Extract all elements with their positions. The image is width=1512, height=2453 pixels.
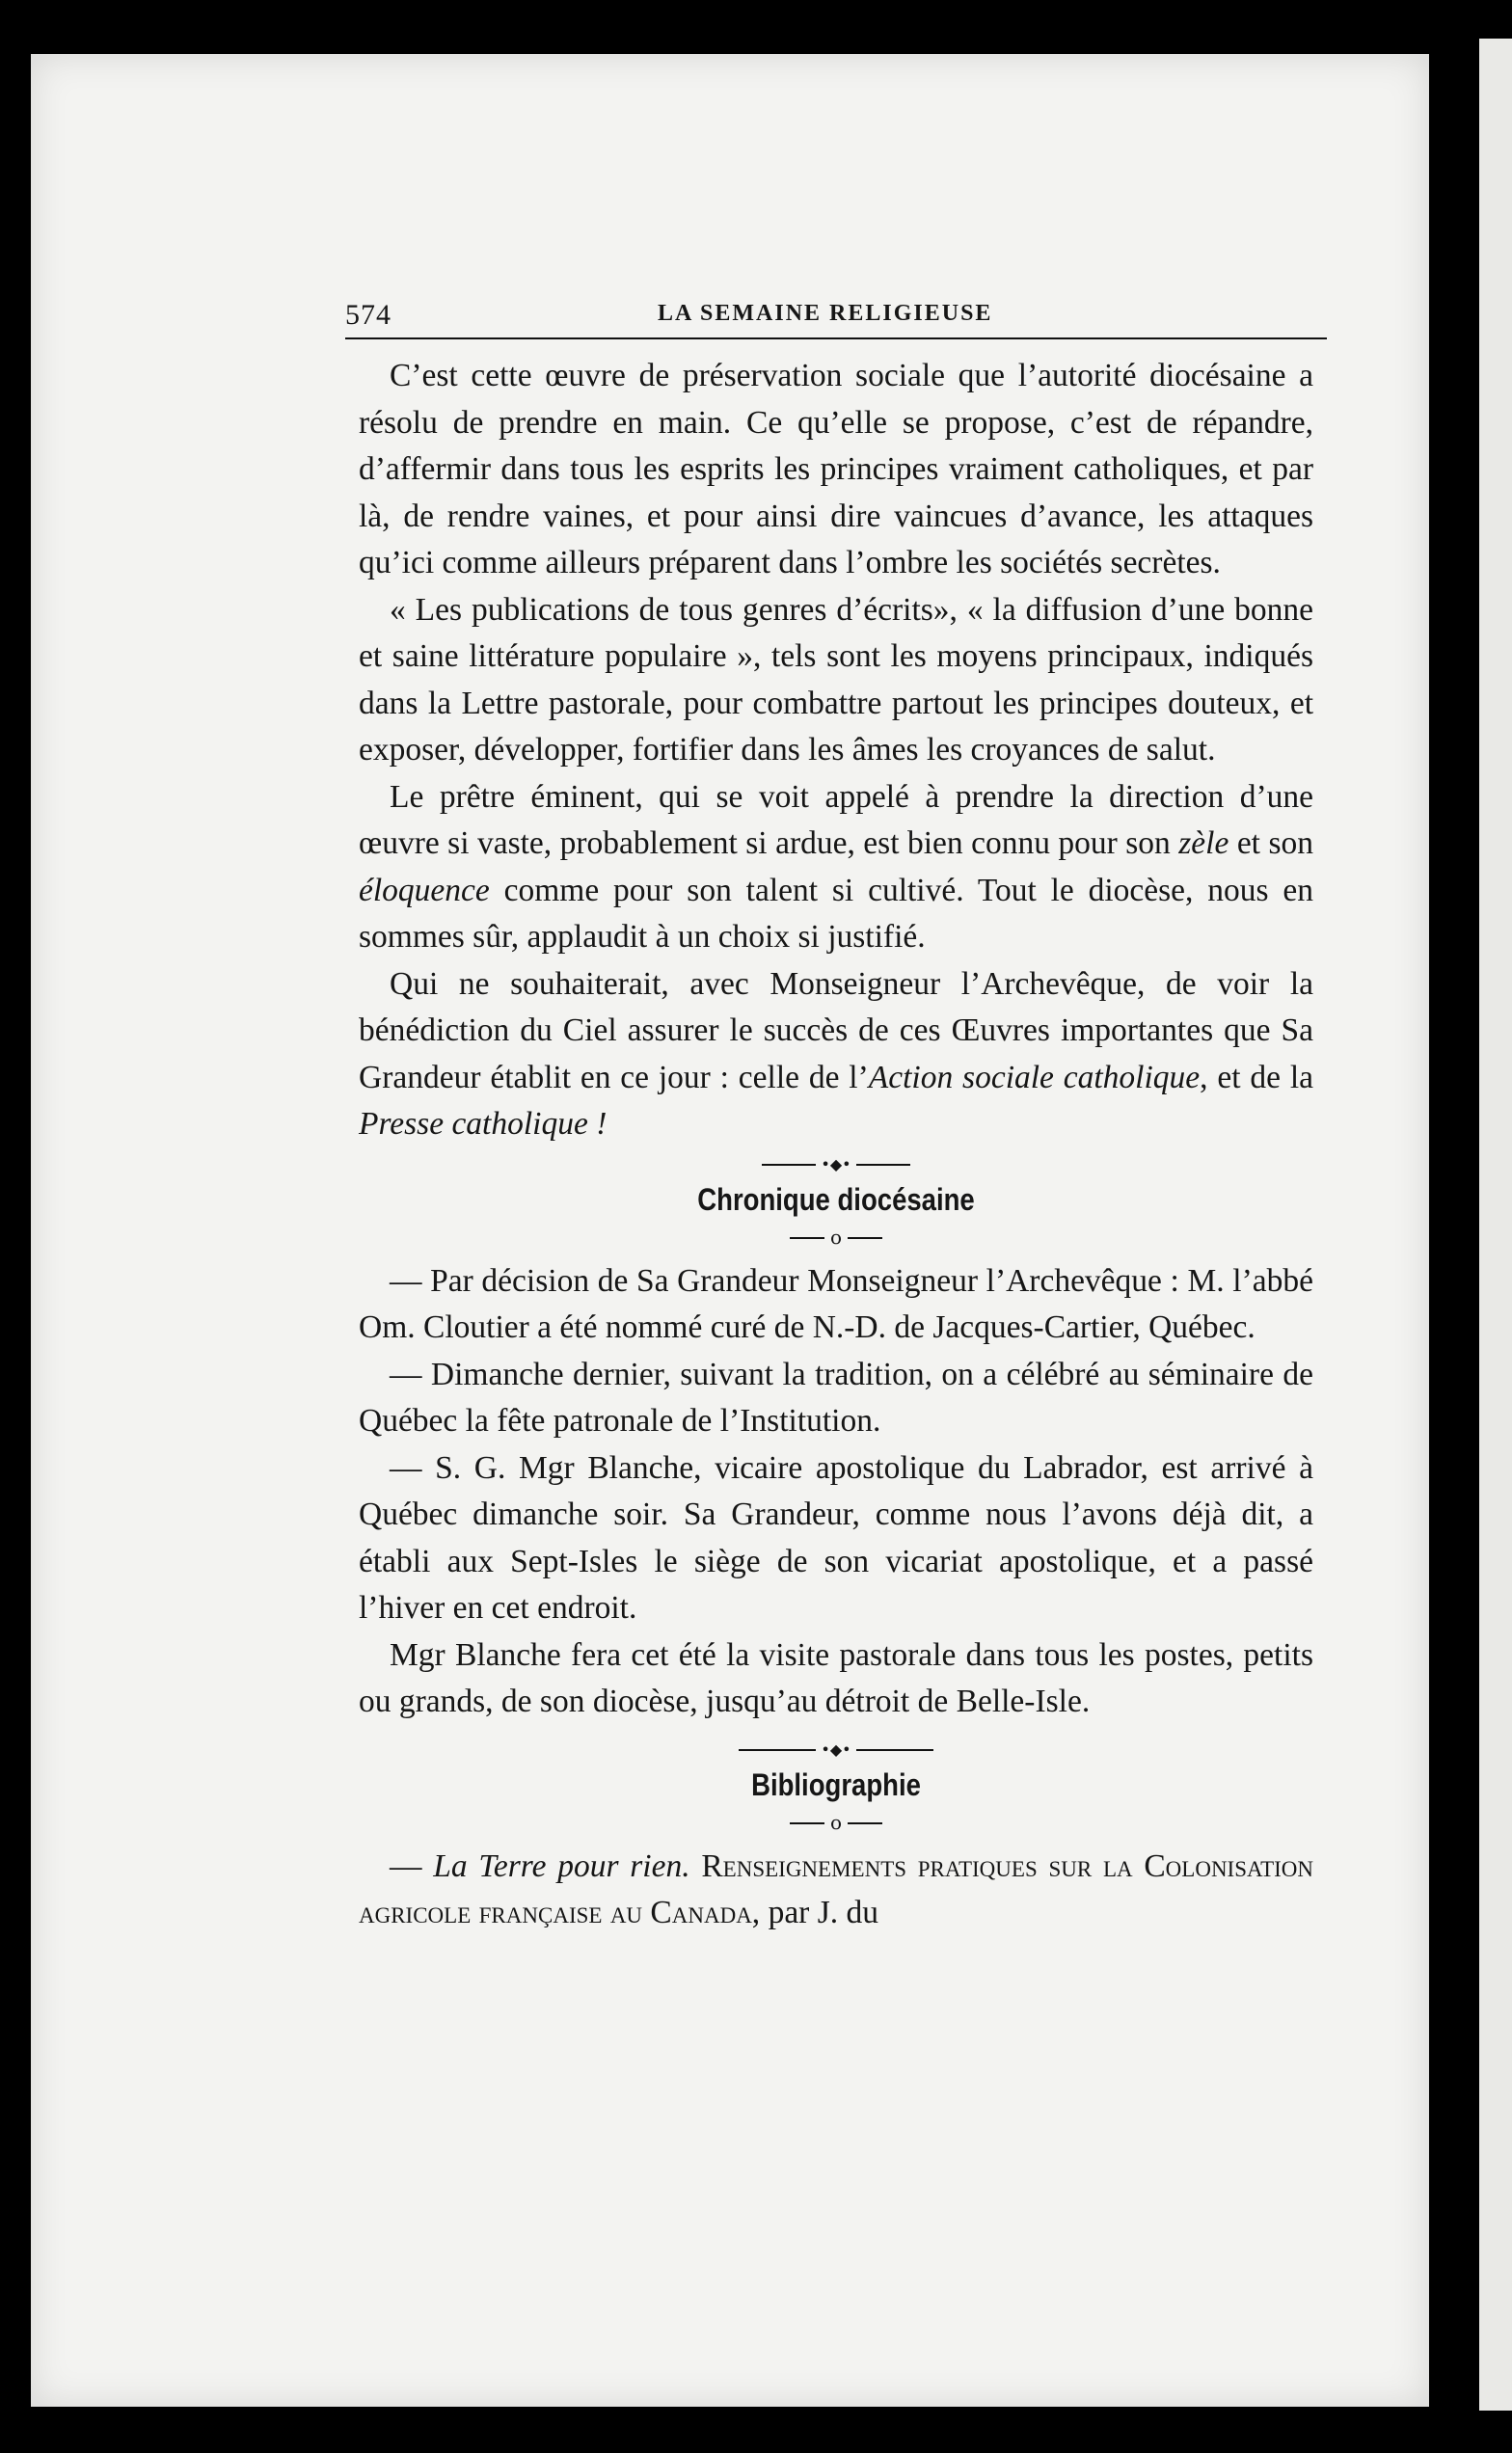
marker-line <box>848 1822 882 1824</box>
paragraph-publications: « Les publications de tous genres d’écrits», « la diffusion d’une bonne et saine littérature populaire », tels sont les moyens principaux, indiqués dans la Lettre pastorale, pour combattre partout les principes douteux, et exposer, développer, fortifier dans les âmes les croyances de salut. <box>359 591 1313 768</box>
text-span: Le prêtre éminent, qui se voit appelé à prendre la direction d’une œuvre si vaste, probablement si ardue, est bien connu pour son <box>359 778 1313 861</box>
header-rule <box>345 337 1327 339</box>
paragraph-souhaiterait <box>359 961 1313 1148</box>
chronique-item-cloutier: — Par décision de Sa Grandeur Monseigneur l’Archevêque : M. l’abbé Om. Cloutier a été nommé curé de N.-D. de Jacques-Cartier, Québec. <box>359 1262 1313 1345</box>
section-title-chronique: Chronique diocésaine <box>697 1181 975 1217</box>
section-title-bibliographie: Bibliographie <box>751 1766 921 1802</box>
scanned-page <box>31 54 1429 2407</box>
ornament-divider <box>359 1154 1313 1175</box>
italic-presse-catholique: Presse catholique ! <box>359 1106 608 1142</box>
chronique-item-visite: Mgr Blanche fera cet été la visite pastorale dans tous les postes, petits ou grands, de son diocèse, jusqu’au détroit de Belle-Isle. <box>359 1636 1313 1719</box>
section-marker <box>359 1811 1313 1834</box>
italic-action-sociale: Action sociale catholique <box>868 1059 1201 1095</box>
text-span: — <box>390 1847 434 1884</box>
chronique-item-blanche: — S. G. Mgr Blanche, vicaire apostolique du Labrador, est arrivé à Québec dimanche soir. Sa Grandeur, comme nous l’avons déjà dit, a établi aux Sept-Isles le siège de son vicariat apostolique, et a passé l’hiver en cet endroit. <box>359 1449 1313 1626</box>
text-span: Qui ne souhaiterait, avec Monseigneur l’Archevêque, de voir la bénédiction du Ciel assurer le succès de ces Œuvres importantes que Sa Grandeur établit en ce jour : celle de l’ <box>359 965 1313 1095</box>
book-subtitle: Renseignements pratiques sur la Colonisation agricole française au Canada, <box>359 1847 1313 1930</box>
bibliography-entry <box>359 1844 1313 1937</box>
section-marker <box>359 1226 1313 1249</box>
adjacent-page-edge <box>1479 39 1512 2411</box>
divider-line <box>762 1164 816 1166</box>
divider-ornament: •◆• <box>821 1154 851 1173</box>
text-span: comme pour son talent si cultivé. Tout le diocèse, nous en sommes sûr, applaudit à un choix si justifié. <box>359 872 1313 955</box>
page-content <box>345 295 1313 1937</box>
marker-o: o <box>829 1810 843 1834</box>
book-byline: par J. du <box>760 1895 878 1930</box>
marker-line <box>790 1237 824 1239</box>
running-title: LA SEMAINE RELIGIEUSE <box>658 301 993 326</box>
ornament-divider <box>359 1739 1313 1761</box>
paragraph-pretre-eminent <box>359 774 1313 961</box>
text-span: et son <box>1228 825 1313 861</box>
chronique-item-seminaire: — Dimanche dernier, suivant la tradition, on a célébré au séminaire de Québec la fête patronale de l’Institution. <box>359 1356 1313 1439</box>
marker-o: o <box>829 1225 843 1249</box>
divider-line <box>856 1749 933 1751</box>
running-head <box>345 295 1313 336</box>
page-number: 574 <box>345 299 392 331</box>
italic-zele: zèle <box>1178 825 1229 861</box>
divider-line <box>856 1164 910 1166</box>
marker-line <box>790 1822 824 1824</box>
divider-line <box>739 1749 816 1751</box>
paragraph-preservation: C’est cette œuvre de préservation sociale que l’autorité diocésaine a résolu de prendre en main. Ce qu’elle se propose, c’est de répandre, d’affermir dans tous les esprits les principes vraiment catholiques, et par là, de rendre vaines, et pour ainsi dire vaincues d’avance, les attaques qu’ici comme ailleurs préparent dans l’ombre les sociétés secrètes. <box>359 358 1313 580</box>
italic-eloquence: éloquence <box>359 872 490 908</box>
divider-ornament: •◆• <box>821 1739 851 1759</box>
text-span: , et de la <box>1200 1059 1313 1095</box>
book-title: La Terre pour rien. <box>433 1847 690 1884</box>
marker-line <box>848 1237 882 1239</box>
